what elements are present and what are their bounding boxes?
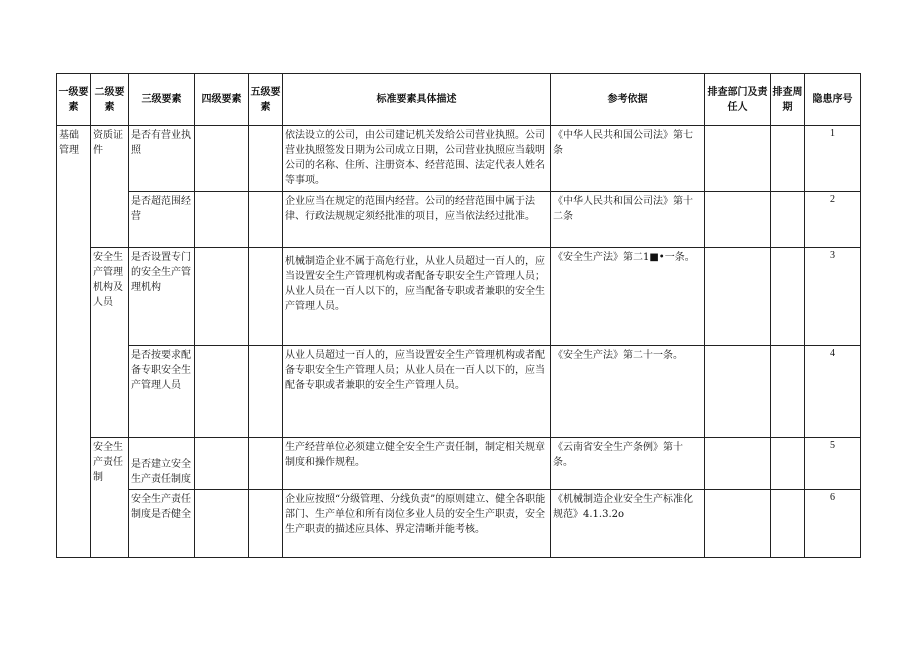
level3-text: 安全生产责任制度是否健全: [131, 494, 191, 520]
header-hazard-no: 隐患序号: [805, 74, 861, 126]
description-cell: [283, 126, 551, 192]
level3-cell: [129, 248, 195, 346]
level2-cell: [91, 126, 129, 248]
level3-cell: [129, 126, 195, 192]
level2-text: 资质证件: [93, 130, 123, 156]
level5-cell: [249, 248, 283, 346]
level2-text: 安全生产责任制: [93, 442, 123, 483]
header-level2: 二级要素: [91, 74, 129, 126]
department-cell: [705, 346, 771, 438]
hazard-checklist-table: [56, 73, 861, 558]
level2-cell: [91, 248, 129, 438]
cycle-cell: [771, 192, 805, 248]
cycle-cell: [771, 438, 805, 490]
table-row: [57, 248, 861, 346]
level3-text: 是否设置专门的安全生产管理机构: [131, 252, 191, 293]
level5-cell: [249, 346, 283, 438]
description-text: 从业人员超过一百人的，应当设置安全生产管理机构或者配备专职安全生产管理人员；从业人员在一百人以下的，应当配备专职或者兼职的安全生产管理人员。: [285, 350, 545, 391]
level3-cell: [129, 490, 195, 558]
reference-cell: [551, 248, 705, 346]
hazard-no-cell: 1: [805, 126, 861, 192]
reference-text: 《云南省安全生产条例》第十条。: [553, 442, 683, 468]
level4-cell: [195, 346, 249, 438]
table-row: [57, 126, 861, 192]
department-cell: [705, 126, 771, 192]
header-description: 标准要素具体描述: [283, 74, 551, 126]
department-cell: [705, 438, 771, 490]
department-cell: [705, 490, 771, 558]
description-cell: [283, 248, 551, 346]
reference-cell: [551, 438, 705, 490]
description-cell: [283, 490, 551, 558]
cycle-cell: [771, 346, 805, 438]
header-row: [57, 74, 861, 126]
description-text: 机械制造企业不属于高危行业，从业人员超过一百人的，应当设置安全生产管理机构或者配备专职安全生产管理人员；从业人员在一百人以下的，应当配备专职或者兼职的安全生产管理人员。: [285, 256, 545, 312]
header-reference: 参考依据: [551, 74, 705, 126]
cycle-cell: [771, 248, 805, 346]
level3-cell: [129, 192, 195, 248]
table-row: [57, 438, 861, 490]
header-cycle: 排查周期: [771, 74, 805, 126]
level5-cell: [249, 490, 283, 558]
reference-cell: [551, 126, 705, 192]
level1-cell: [57, 126, 91, 558]
hazard-no-cell: 2: [805, 192, 861, 248]
header-level1: 一级要素: [57, 74, 91, 126]
header-level3: 三级要素: [129, 74, 195, 126]
level3-text: 是否有营业执照: [131, 130, 191, 156]
department-cell: [705, 248, 771, 346]
level4-cell: [195, 192, 249, 248]
reference-text: 《机械制造企业安全生产标准化规范》4.1.3.2o: [553, 494, 693, 520]
reference-text: 《中华人民共和国公司法》第七条: [553, 130, 693, 156]
description-text: 企业应按照“分级管理、分线负责”的原则建立、健全各职能部门、生产单位和所有岗位多业人员的安全生产职责，安全生产职责的描述应具体、界定清晰并能考核。: [285, 494, 546, 535]
level4-cell: [195, 126, 249, 192]
hazard-no-cell: 4: [805, 346, 861, 438]
cycle-cell: [771, 490, 805, 558]
reference-cell: [551, 346, 705, 438]
description-text: 生产经营单位必须建立健全安全生产责任制，制定相关规章制度和操作规程。: [285, 442, 545, 468]
level5-cell: [249, 126, 283, 192]
cycle-cell: [771, 126, 805, 192]
description-cell: [283, 438, 551, 490]
description-text: 依法设立的公司，由公司建记机关发给公司营业执照。公司营业执照签发日期为公司成立日期，公司营业执照应当载明公司的名称、住所、注册资本、经营范围、法定代表人姓名等事项。: [285, 130, 545, 186]
level5-cell: [249, 438, 283, 490]
reference-text: 《安全生产法》第二十一条。: [553, 350, 683, 361]
department-cell: [705, 192, 771, 248]
description-cell: [283, 346, 551, 438]
level3-text: 是否按要求配备专职安全生产管理人员: [131, 350, 191, 391]
hazard-no-cell: 6: [805, 490, 861, 558]
description-text: 企业应当在规定的范围内经营。公司的经营范围中属于法律、行政法规规定须经批准的项目，应当依法经过批准。: [285, 196, 535, 222]
table-row: [57, 192, 861, 248]
level4-cell: [195, 438, 249, 490]
hazard-no-cell: 3: [805, 248, 861, 346]
reference-cell: [551, 490, 705, 558]
level4-cell: [195, 248, 249, 346]
level3-text: 是否超范围经营: [131, 196, 191, 222]
level4-cell: [195, 490, 249, 558]
header-department: 排查部门及责任人: [705, 74, 771, 126]
level2-text: 安全生产管理机构及人员: [93, 252, 123, 308]
level3-cell: [129, 438, 195, 490]
hazard-no-cell: 5: [805, 438, 861, 490]
level3-cell: [129, 346, 195, 438]
reference-cell: [551, 192, 705, 248]
description-cell: [283, 192, 551, 248]
level3-text: 是否建立安全生产责任制度: [131, 459, 191, 485]
level5-cell: [249, 192, 283, 248]
level1-text: 基础管理: [59, 130, 79, 156]
header-level4: 四级要素: [195, 74, 249, 126]
reference-text: 《安全生产法》第二1■•一条。: [553, 252, 695, 263]
table-row: [57, 490, 861, 558]
header-level5: 五级要素: [249, 74, 283, 126]
level2-cell: [91, 438, 129, 558]
reference-text: 《中华人民共和国公司法》第十二条: [553, 196, 693, 222]
table-row: [57, 346, 861, 438]
